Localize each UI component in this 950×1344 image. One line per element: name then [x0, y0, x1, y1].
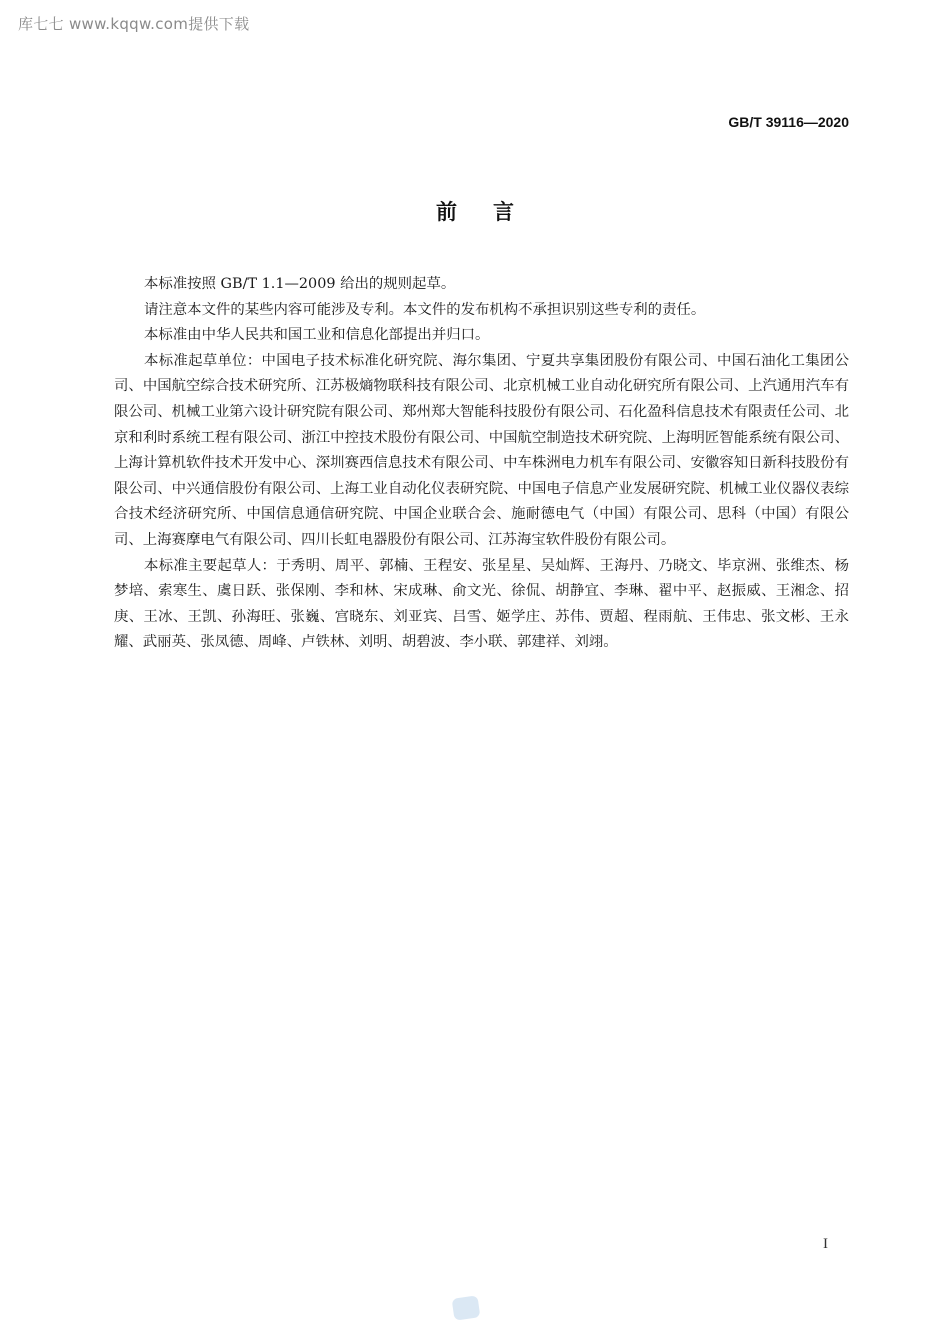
sac-logo-icon — [452, 1295, 481, 1320]
paragraph-proposer: 本标准由中华人民共和国工业和信息化部提出并归口。 — [144, 327, 490, 344]
paragraph-drafting-rules: 本标准按照 GB/T 1.1—2009 给出的规则起草。 — [144, 276, 456, 292]
page-title: 前言 — [436, 200, 550, 224]
watermark-text: 库七七 www.kqqw.com提供下载 — [18, 15, 250, 33]
paragraph-drafters: 本标准主要起草人：于秀明、周平、郭楠、王程安、张星星、吴灿辉、王海丹、乃晓文、毕京洲、张维杰、杨梦培、索寒生、虞日跃、张保刚、李和林、宋成琳、俞文光、徐侃、胡静宜、李琳、翟中平、赵振威、王湘念、招庚、王冰、王凯、孙海旺、张巍、宫晓东、刘亚宾、吕雪、姬学庄、苏伟、贾超、程雨航、王伟忠、张文彬、王永耀、武丽英、张凤德、周峰、卢铁林、刘明、胡碧波、李小联、郭建祥、刘翊。 — [114, 557, 849, 651]
paragraph-drafting-units: 本标准起草单位：中国电子技术标准化研究院、海尔集团、宁夏共享集团股份有限公司、中国石油化工集团公司、中国航空综合技术研究所、江苏极熵物联科技有限公司、北京机械工业自动化研究所有限公司、上汽通用汽车有限公司、机械工业第六设计研究院有限公司、郑州郑大智能科技股份有限公司、石化盈科信息技术有限责任公司、北京和利时系统工程有限公司、浙江中控技术股份有限公司、中国航空制造技术研究院、上海明匠智能系统有限公司、上海计算机软件技术开发中心、深圳赛西信息技术有限公司、中车株洲电力机车有限公司、安徽容知日新科技股份有限公司、中兴通信股份有限公司、上海工业自动化仪表研究院、中国电子信息产业发展研究院、机械工业仪器仪表综合技术经济研究所、中国信息通信研究院、中国企业联合会、施耐德电气（中国）有限公司、思科（中国）有限公司、上海赛摩电气有限公司、四川长虹电器股份有限公司、江苏海宝软件股份有限公司。 — [114, 352, 849, 548]
paragraph-patent-notice: 请注意本文件的某些内容可能涉及专利。本文件的发布机构不承担识别这些专利的责任。 — [144, 301, 706, 318]
standard-number: GB/T 39116—2020 — [728, 114, 849, 130]
foreword-body — [114, 272, 849, 656]
page-number: I — [823, 1236, 828, 1252]
